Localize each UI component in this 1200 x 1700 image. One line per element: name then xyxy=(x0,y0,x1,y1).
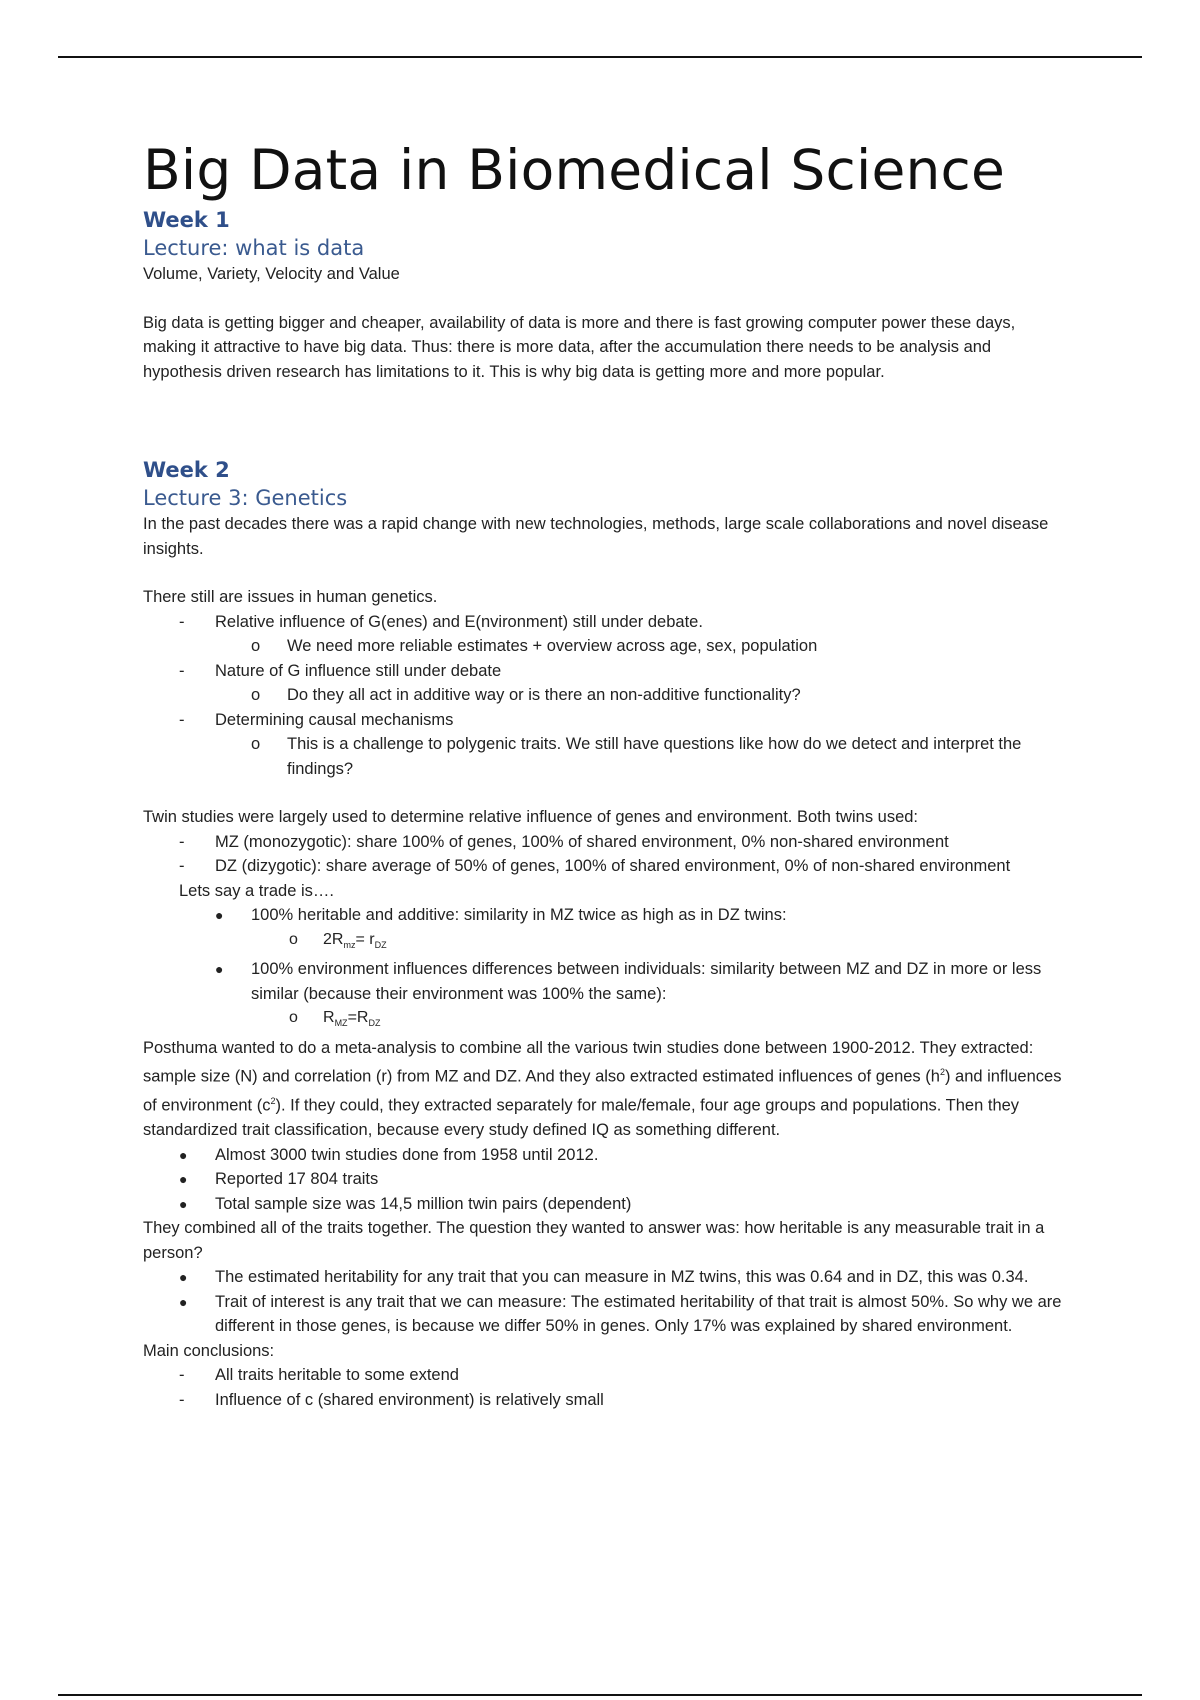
list-item: - DZ (dizygotic): share average of 50% of genes, 100% of shared environment, 0% of non-shared environment xyxy=(143,854,1063,879)
list-item: o Do they all act in additive way or is there an non-additive functionality? xyxy=(143,683,1063,708)
conclusions-label: Main conclusions: xyxy=(143,1341,275,1360)
dash-marker: - xyxy=(179,857,185,875)
list-item: o We need more reliable estimates + overview across age, sex, population xyxy=(143,634,1063,659)
week1-lecture-heading: Lecture: what is data xyxy=(143,236,365,260)
list-item: ● Trait of interest is any trait that we can measure: The estimated heritability of that trait is almost 50%. So why we are different in those genes, is because we differ 50% in genes. Only 17% was explained by shared environment. xyxy=(143,1290,1063,1339)
bullet-marker: ● xyxy=(215,907,224,923)
footer-rule xyxy=(58,1694,1142,1696)
list-item: ● The estimated heritability for any trait that you can measure in MZ twins, this was 0.64 and in DZ, this was 0.34. xyxy=(143,1265,1063,1290)
list-item: - Influence of c (shared environment) is relatively small xyxy=(143,1388,1063,1413)
bullet-marker: ● xyxy=(179,1293,188,1310)
dash-marker: - xyxy=(179,612,185,631)
list-item: ● 100% heritable and additive: similarity in MZ twice as high as in DZ twins: xyxy=(143,903,1063,928)
circle-marker: o xyxy=(289,930,298,948)
circle-marker: o xyxy=(251,637,261,655)
bullet-marker: ● xyxy=(179,1195,188,1212)
posthuma-paragraph: Posthuma wanted to do a meta-analysis to combine all the various twin studies done between 1900-2012. They extracted: sample size (N) and correlation (r) from MZ and DZ. And they also extracted estimated influences of genes $(h^2)$ and influences of environment $(c^2)$. If they could, they extracted separately for male/female, four age groups and populations. Then they standardized trait classification, because every study defined IQ as something different. xyxy=(143,1038,1062,1140)
combined-paragraph: They combined all of the traits together. The question they wanted to answer was: how heritable is any measurable trait in a person? xyxy=(143,1219,1045,1262)
formula-mz-dz: o $2R_{mz}= r_{DZ}$ xyxy=(143,928,1063,958)
document-title: Big Data in Biomedical Science xyxy=(143,138,1006,202)
bullet-marker: ● xyxy=(179,1269,188,1286)
bullet-marker: ● xyxy=(179,1171,188,1188)
week1-subtitle: Volume, Variety, Velocity and Value xyxy=(143,265,400,283)
week1-paragraph: Big data is getting bigger and cheaper, availability of data is more and there is fast growing computer power these days, making it attractive to have big data. Thus: there is more data, after the accumulation there needs to be analysis and hypothesis driven research has limitations to it. This is why big data is getting more and more popular. xyxy=(143,313,1016,381)
list-item: o This is a challenge to polygenic traits. We still have questions like how do we detect and interpret the findings? xyxy=(143,732,1063,781)
dash-marker: - xyxy=(179,710,185,729)
week2-intro: In the past decades there was a rapid change with new technologies, methods, large scale collaborations and novel disease insights. xyxy=(143,515,1049,558)
list-item: ● Reported 17 804 traits xyxy=(143,1167,1063,1192)
list-item: - MZ (monozygotic): share 100% of genes, 100% of shared environment, 0% non-shared environment xyxy=(143,830,1063,855)
dash-marker: - xyxy=(179,661,185,680)
list-item: ● Almost 3000 twin studies done from 1958 until 2012. xyxy=(143,1143,1063,1168)
dash-marker: - xyxy=(179,832,185,851)
week2-lecture-heading: Lecture 3: Genetics xyxy=(143,486,348,510)
list-item: - Relative influence of G(enes) and E(nvironment) still under debate. xyxy=(143,610,1063,635)
dash-marker: - xyxy=(179,1366,185,1385)
issues-intro: There still are issues in human genetics. xyxy=(143,588,438,606)
trade-text: Lets say a trade is…. xyxy=(179,881,334,900)
week2-heading: Week 2 xyxy=(143,458,230,482)
circle-marker: o xyxy=(251,686,261,704)
list-item: - Nature of G influence still under debate xyxy=(143,659,1063,684)
list-item: - Determining causal mechanisms xyxy=(143,708,1063,733)
week1-heading: Week 1 xyxy=(143,208,230,232)
bullet-marker: ● xyxy=(215,961,224,978)
circle-marker: o xyxy=(289,1009,298,1027)
formula-equal: o $R_{MZ}=R_{DZ}$ xyxy=(143,1006,1063,1036)
list-item: - All traits heritable to some extend xyxy=(143,1363,1063,1388)
list-item: ● 100% environment influences differences between individuals: similarity between MZ and DZ in more or less similar (because their environment was 100% the same): xyxy=(143,957,1063,1006)
header-rule xyxy=(58,56,1142,58)
circle-marker: o xyxy=(251,735,261,753)
bullet-marker: ● xyxy=(179,1146,188,1163)
twin-intro: Twin studies were largely used to determine relative influence of genes and environment. Both twins used: xyxy=(143,808,919,826)
list-item: ● Total sample size was 14,5 million twin pairs (dependent) xyxy=(143,1192,1063,1217)
document-body xyxy=(143,134,1063,1412)
dash-marker: - xyxy=(179,1390,185,1409)
